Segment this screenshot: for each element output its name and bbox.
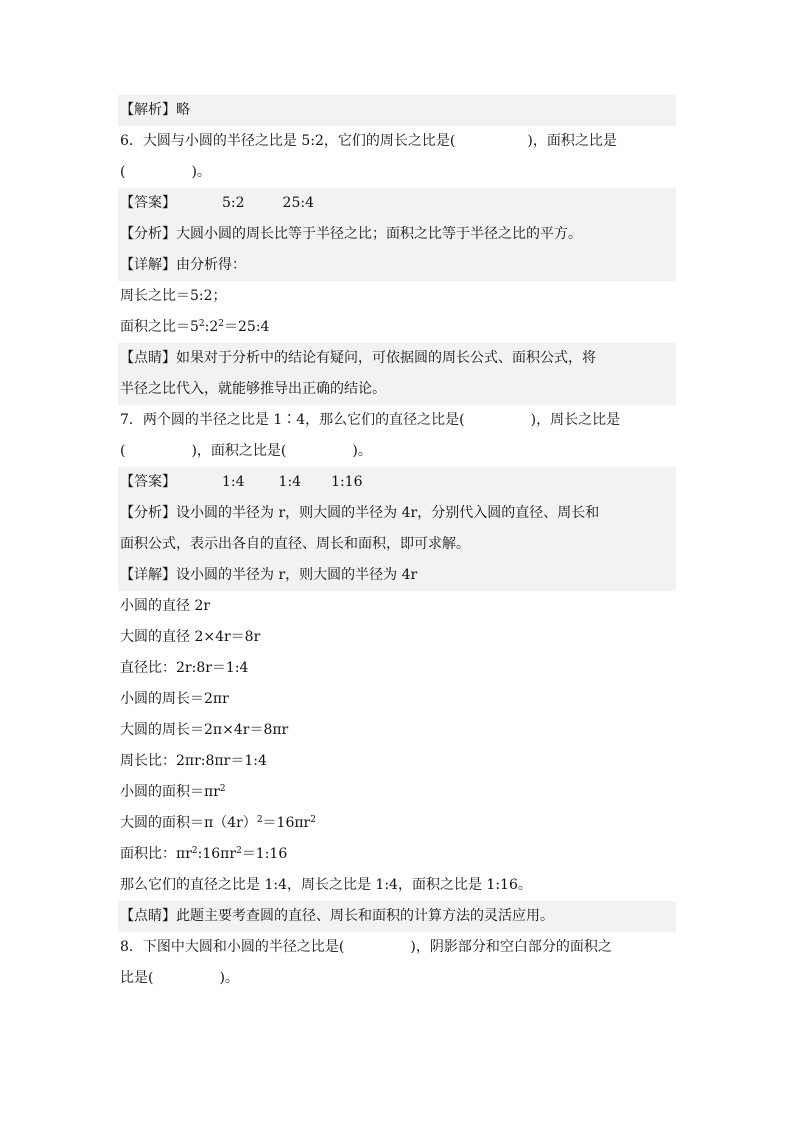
q7-text-d: )，面积之比是( bbox=[191, 443, 287, 459]
q7-detail-1: 小圆的直径 2r bbox=[120, 598, 211, 614]
q6-answer-2: 25:4 bbox=[282, 195, 314, 211]
q7-stem-line-1 bbox=[118, 405, 676, 436]
q8-text-a: 8．下图中大圆和小圆的半径之比是( bbox=[120, 939, 345, 955]
q6-detail-2-b: :2 bbox=[204, 319, 219, 335]
q7-analysis-1: 【分析】设小圆的半径为 r，则大圆的半径为 4r，分别代入圆的直径、周长和 bbox=[118, 498, 676, 529]
q7-detail-9-sup2: 2 bbox=[236, 846, 242, 856]
q6-detail-2-c: ＝25:4 bbox=[224, 319, 270, 335]
q6-comment-2: 半径之比代入，就能够推导出正确的结论。 bbox=[118, 374, 676, 405]
q6-detail-label: 【详解】由分析得： bbox=[118, 250, 676, 281]
q6-detail-1: 周长之比＝5:2； bbox=[120, 288, 227, 304]
q6-stem-line-2 bbox=[118, 157, 676, 188]
q6-answer-1: 5:2 bbox=[222, 195, 245, 211]
jiexi-previous: 【解析】略 bbox=[118, 95, 676, 126]
q7-detail-9-a: 面积比：πr bbox=[120, 846, 192, 862]
q7-detail-7-a: 小圆的面积＝πr bbox=[120, 784, 220, 800]
q7-answer-3: 1:16 bbox=[331, 474, 363, 490]
q6-text-d: )。 bbox=[191, 164, 211, 180]
q7-detail-8-b: ＝16πr bbox=[262, 815, 311, 831]
q7-detail-9 bbox=[118, 839, 676, 870]
q7-detail-5: 大圆的周长＝2π×4r＝8πr bbox=[120, 722, 289, 738]
q7-text-a: 7．两个圆的半径之比是 1∶4，那么它们的直径之比是( bbox=[120, 412, 465, 428]
q7-detail-7-sup: 2 bbox=[219, 784, 226, 794]
q6-stem-line-1 bbox=[118, 126, 676, 157]
q7-text-b: )，周长之比是 bbox=[530, 412, 621, 428]
q6-analysis: 【分析】大圆小圆的周长比等于半径之比；面积之比等于半径之比的平方。 bbox=[118, 219, 676, 250]
q6-detail-2 bbox=[118, 312, 676, 343]
q7-detail-8-sup2: 2 bbox=[310, 815, 316, 825]
q7-detail-9-b: :16πr bbox=[197, 846, 237, 862]
q8-stem-line-2 bbox=[118, 963, 676, 994]
q7-detail-8-sup1: 2 bbox=[256, 815, 263, 825]
q7-answer bbox=[118, 467, 676, 498]
q7-text-e: )。 bbox=[352, 443, 372, 459]
q7-answer-1: 1:4 bbox=[222, 474, 245, 490]
q7-comment: 【点睛】此题主要考查圆的直径、周长和面积的计算方法的灵活应用。 bbox=[118, 901, 676, 932]
q6-text-a: 6．大圆与小圆的半径之比是 5:2，它们的周长之比是( bbox=[120, 133, 456, 149]
q8-text-c: 比是( bbox=[120, 970, 154, 986]
q6-text-c: ( bbox=[120, 164, 126, 180]
q7-analysis-2: 面积公式，表示出各自的直径、周长和面积，即可求解。 bbox=[118, 529, 676, 560]
q6-comment-1: 【点睛】如果对于分析中的结论有疑问，可依据圆的周长公式、面积公式，将 bbox=[118, 343, 676, 374]
q7-detail-9-c: ＝1:16 bbox=[241, 846, 288, 862]
document-page bbox=[118, 95, 676, 994]
q7-detail-8-a: 大圆的面积＝π（4r） bbox=[120, 815, 257, 831]
q7-detail-4: 小圆的周长＝2πr bbox=[120, 691, 229, 707]
q8-text-d: )。 bbox=[219, 970, 239, 986]
q6-detail-2-sup2: 2 bbox=[218, 319, 225, 329]
q7-detail-6: 周长比：2πr:8πr＝1:4 bbox=[120, 753, 267, 769]
q7-detail-3: 直径比：2r:8r＝1:4 bbox=[120, 660, 249, 676]
q7-stem-line-2 bbox=[118, 436, 676, 467]
q6-detail-2-a: 面积之比＝5 bbox=[120, 319, 199, 335]
q7-text-c: ( bbox=[120, 443, 126, 459]
q7-answer-label: 【答案】 bbox=[120, 474, 176, 490]
q7-detail-8 bbox=[118, 808, 676, 839]
q7-answer-2: 1:4 bbox=[278, 474, 302, 490]
q6-answer bbox=[118, 188, 676, 219]
q6-detail-2-sup1: 2 bbox=[198, 319, 205, 329]
q7-conclusion: 那么它们的直径之比是 1:4，周长之比是 1:4，面积之比是 1:16。 bbox=[120, 877, 532, 893]
q6-answer-label: 【答案】 bbox=[120, 195, 176, 211]
q7-detail-label: 【详解】设小圆的半径为 r，则大圆的半径为 4r bbox=[118, 560, 676, 591]
q7-detail-2: 大圆的直径 2×4r＝8r bbox=[120, 629, 261, 645]
q7-detail-9-sup1: 2 bbox=[191, 846, 198, 856]
q7-detail-7 bbox=[118, 777, 676, 808]
q6-text-b: )，面积之比是 bbox=[527, 133, 617, 149]
q8-text-b: )，阴影部分和空白部分的面积之 bbox=[410, 939, 612, 955]
q8-stem-line-1 bbox=[118, 932, 676, 963]
